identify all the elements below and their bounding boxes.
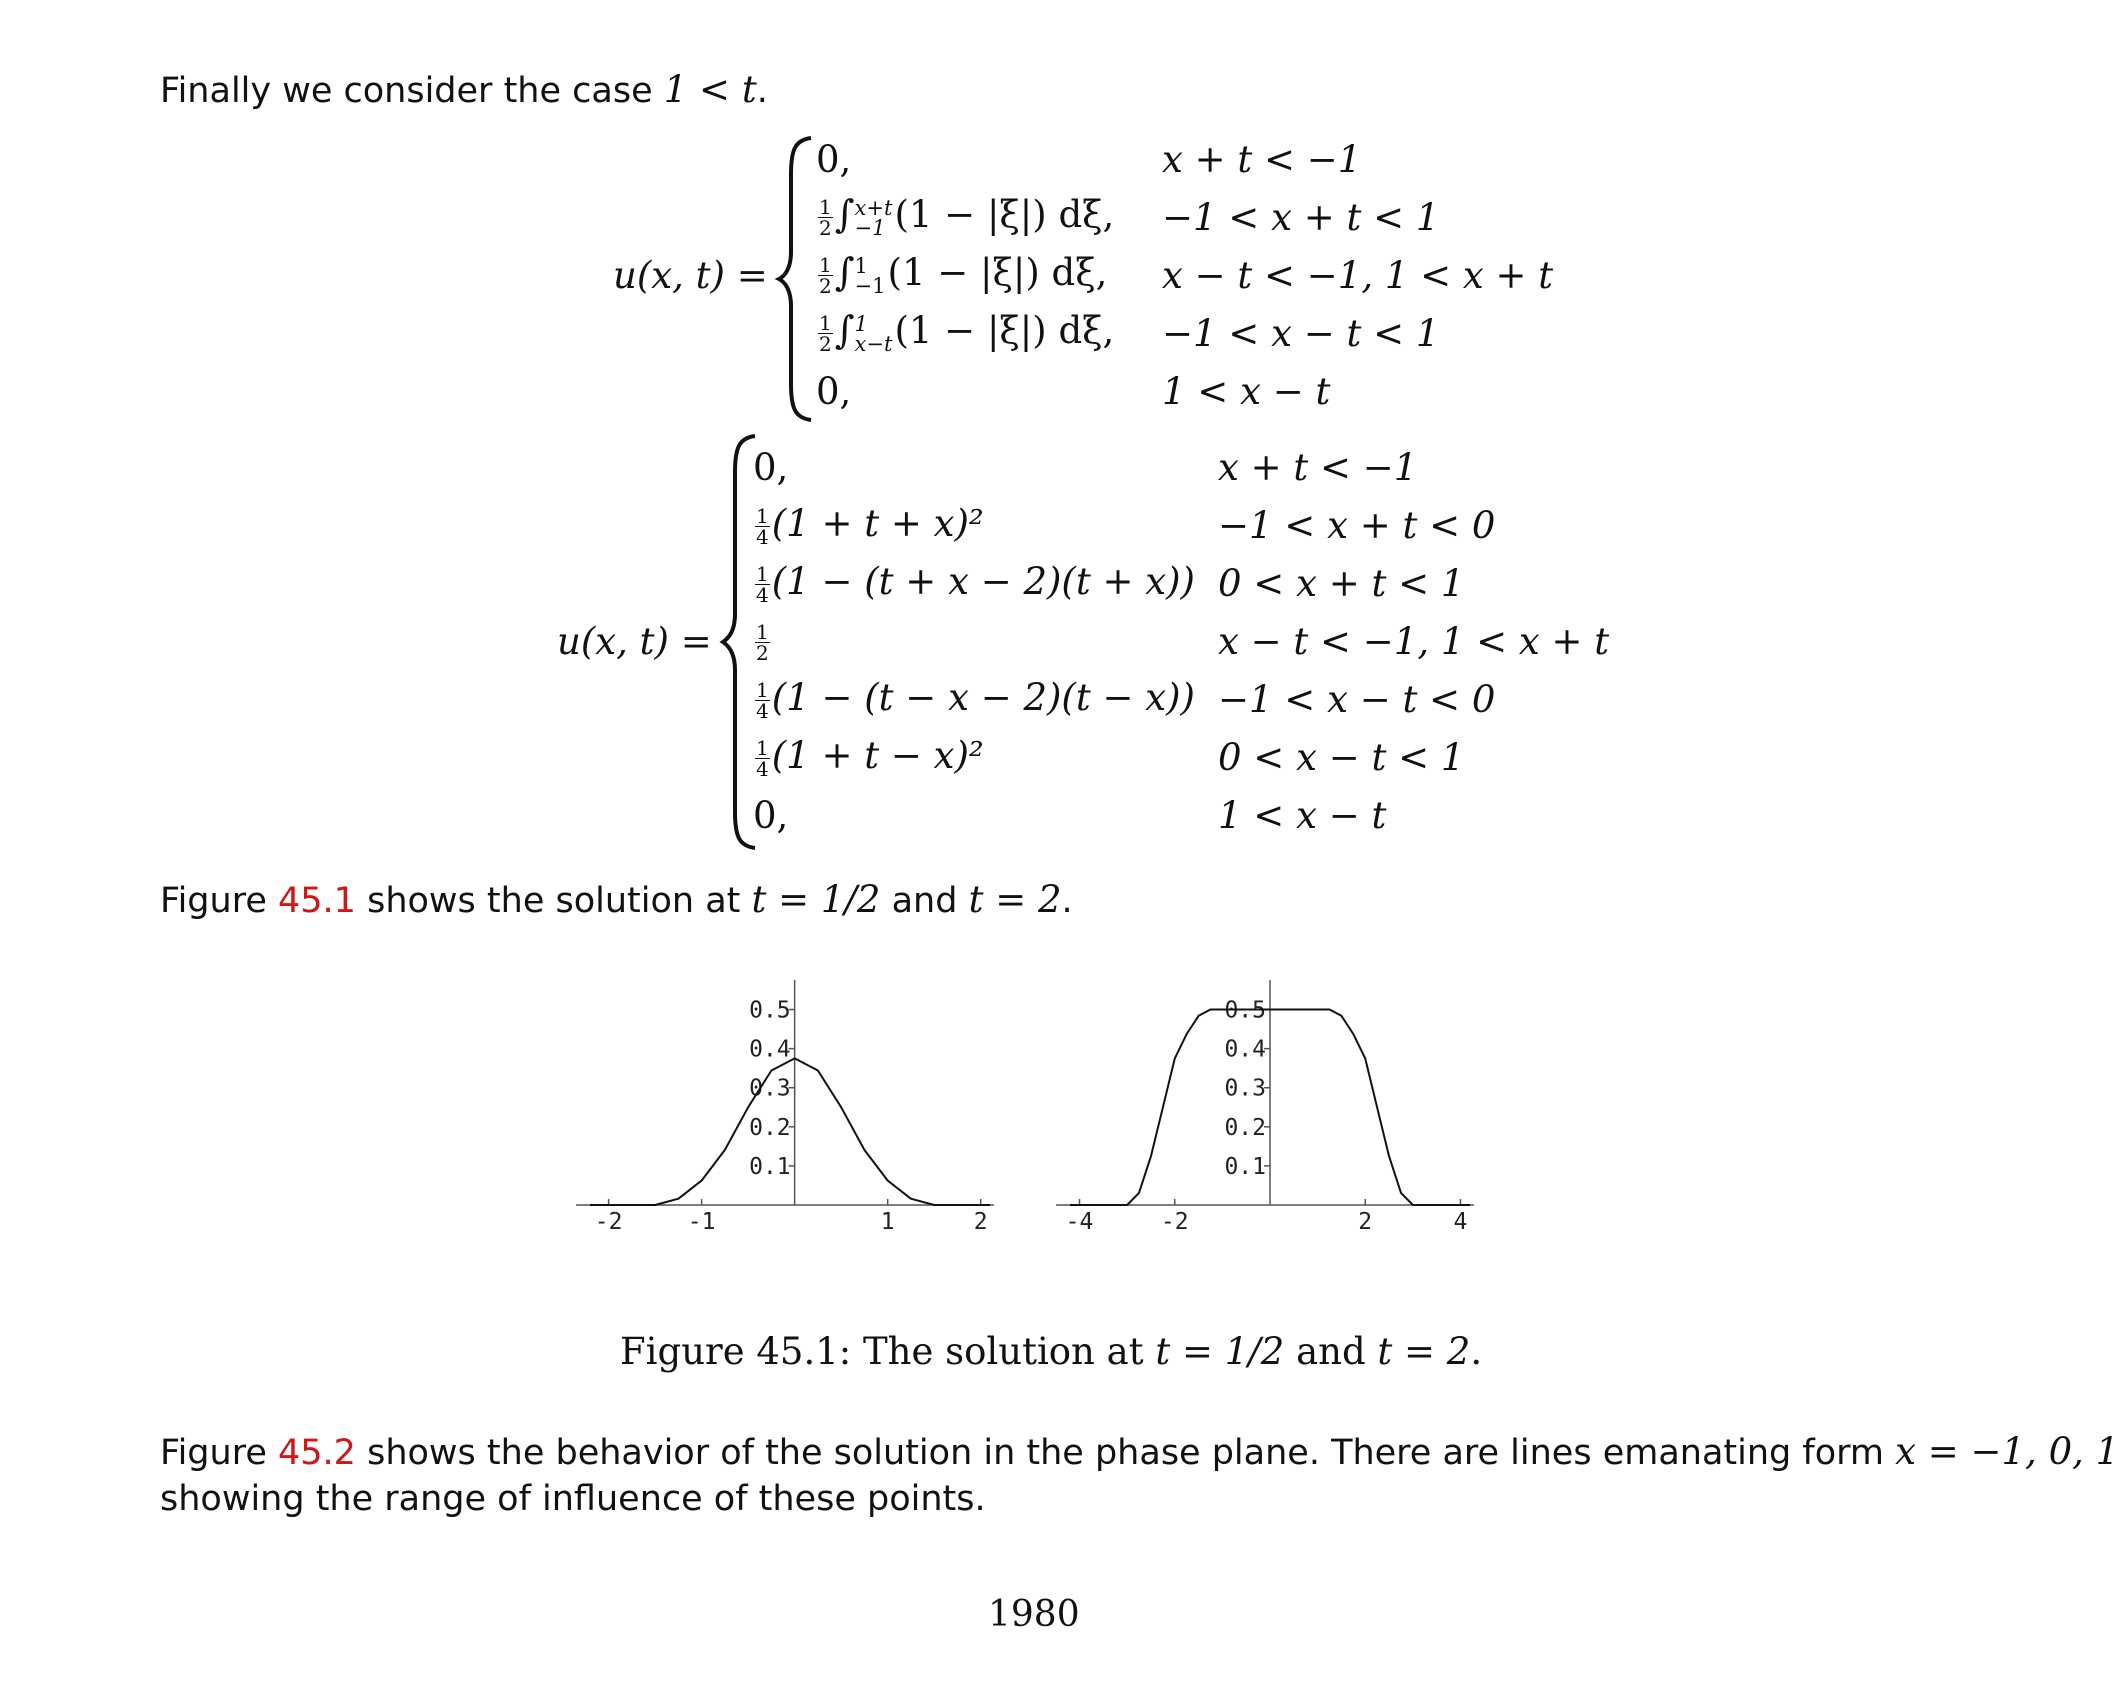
y-tick-label: 0.5 [749,997,791,1024]
eq2-row-5-expr: (1 − (t − x − 2)(t − x)) [771,676,1195,719]
para3-line1: shows the behavior of the solution in the phase plane. There are lines emanating form [367,1433,1884,1473]
eq1-row-1 [816,138,851,181]
x-tick-label: 2 [1358,1209,1373,1235]
eq1-row-2-limits [854,195,893,240]
eq2-row-3-expr: (1 − (t + x − 2)(t + x)) [771,560,1195,603]
integral-sign: ∫ [834,308,855,352]
eq1-row-2-cond: −1 < x + t < 1 [1162,196,1440,239]
caption-text: The solution at [862,1330,1144,1373]
y-tick-label: 0.2 [749,1114,791,1141]
eq2-row-2 [753,502,984,547]
frac-num: 1 [819,195,832,219]
frac-num: 1 [819,311,832,335]
int-upper: 1 [854,253,868,278]
y-tick-label: 0.3 [1224,1075,1266,1102]
y-tick-label: 0.1 [749,1153,791,1180]
caption-and: and [1296,1330,1366,1373]
frac-den: 4 [756,583,769,607]
int-lower: −1 [854,215,886,240]
eq2-row-4-frac [755,622,770,663]
eq1-row-3-frac [818,255,833,296]
y-tick-label: 0.1 [1224,1153,1266,1180]
y-tick-label: 0.5 [1224,997,1266,1024]
frac-num: 1 [756,678,769,702]
caption-math-2: t = 2 [1377,1330,1471,1373]
eq1-row-4-cond: −1 < x − t < 1 [1162,312,1440,355]
int-upper: x+t [854,195,893,220]
eq1-row-3-body: (1 − |ξ|) dξ, [887,251,1108,294]
intro-line [160,66,768,115]
eq1-row-5-expr: 0, [816,370,852,413]
eq1-row-3-cond: x − t < −1, 1 < x + t [1162,254,1554,297]
eq2-row-2-expr: (1 + t + x)² [771,502,984,545]
figure-caption [620,1330,1482,1373]
eq1-row-1-cond: x + t < −1 [1162,138,1362,181]
caption-end: . [1470,1330,1483,1373]
eq2-row-6-frac [755,738,770,779]
y-tick-label: 0.3 [749,1075,791,1102]
eq2-row-1-cond: x + t < −1 [1218,446,1418,489]
frac-den: 2 [756,641,769,665]
para2-pre: Figure [160,881,267,921]
frac-den: 2 [819,274,832,298]
eq1-row-4-frac [818,313,833,354]
eq1-row-4-limits [854,311,893,356]
eq2-row-3 [753,560,1195,605]
frac-den: 4 [756,757,769,781]
eq2-row-5-frac [755,680,770,721]
x-tick-label: -2 [1160,1209,1189,1235]
intro-end: . [756,71,768,111]
eq2-row-4-cond: x − t < −1, 1 < x + t [1218,620,1610,663]
paragraph-figure-ref [160,876,1073,925]
frac-den: 4 [756,525,769,549]
eq2-row-3-frac [755,564,770,605]
eq2-lhs: u(x, t) = [557,620,712,663]
figure-45-1-link[interactable]: 45.1 [278,881,356,921]
frac-num: 1 [819,253,832,277]
y-tick-label: 0.2 [1224,1114,1266,1141]
integral-sign: ∫ [834,192,855,236]
intro-text: Finally we consider the case [160,71,653,111]
eq1-row-4-body: (1 − |ξ|) dξ, [894,309,1115,352]
caption-label: Figure 45.1: [620,1330,852,1373]
eq2-row-3-cond: 0 < x + t < 1 [1218,562,1465,605]
page-number: 1980 [988,1594,1080,1635]
eq1-row-5-cond: 1 < x − t [1162,370,1331,413]
x-tick-label: 4 [1453,1209,1468,1235]
x-tick-label: 1 [880,1209,895,1235]
eq1-row-4 [816,308,1114,354]
eq1-lhs: u(x, t) = [613,254,768,297]
caption-math-1: t = 1/2 [1155,1330,1285,1373]
eq1-row-2-body: (1 − |ξ|) dξ, [894,193,1115,236]
intro-math: 1 < t [663,68,757,111]
eq1-row-2-frac [818,197,833,238]
eq2-row-7: 0, [753,794,789,837]
frac-den: 4 [756,699,769,723]
frac-num: 1 [756,736,769,760]
para2-math-1: t = 1/2 [751,878,881,921]
eq2-row-6-expr: (1 + t − x)² [771,734,984,777]
eq1-row-5 [816,370,851,413]
eq2-row-2-frac [755,506,770,547]
frac-num: 1 [756,620,769,644]
eq1-row-2 [816,192,1114,238]
para3-math: x = −1, 0, 1 [1895,1430,2119,1473]
int-upper: 1 [854,311,868,336]
x-tick-label: 2 [973,1209,988,1235]
frac-num: 1 [756,562,769,586]
eq2-row-5 [753,676,1195,721]
figure-45-2-link[interactable]: 45.2 [278,1433,356,1473]
eq2-row-5-cond: −1 < x − t < 0 [1218,678,1496,721]
eq1-left-brace [777,134,817,424]
para2-math-2: t = 2 [968,878,1062,921]
x-tick-label: -2 [594,1209,623,1235]
eq2-row-2-cond: −1 < x + t < 0 [1218,504,1496,547]
paragraph-phase-plane-line2: showing the range of influence of these points. [160,1479,986,1519]
para2-mid: shows the solution at [367,881,741,921]
x-tick-label: -4 [1065,1209,1094,1235]
chart-t-half [560,960,1000,1240]
chart-t-two [1040,960,1480,1240]
eq2-row-6-cond: 0 < x − t < 1 [1218,736,1465,779]
y-tick-label: 0.4 [749,1036,791,1063]
para2-and: and [891,881,958,921]
para2-end: . [1061,881,1073,921]
frac-num: 1 [756,504,769,528]
frac-den: 2 [819,332,832,356]
eq1-row-3-limits [854,253,886,298]
eq2-row-7-cond: 1 < x − t [1218,794,1387,837]
eq2-row-6 [753,734,984,779]
eq2-row-1: 0, [753,446,789,489]
x-tick-label: -1 [687,1209,716,1235]
int-lower: −1 [854,273,886,298]
frac-den: 2 [819,216,832,240]
y-tick-label: 0.4 [1224,1036,1266,1063]
eq1-row-1-expr: 0, [816,138,852,181]
int-lower: x−t [854,331,893,356]
eq2-row-4 [753,618,772,663]
eq1-row-3 [816,250,1107,296]
paragraph-phase-plane [160,1428,2119,1477]
para3-pre: Figure [160,1433,267,1473]
integral-sign: ∫ [834,250,855,294]
